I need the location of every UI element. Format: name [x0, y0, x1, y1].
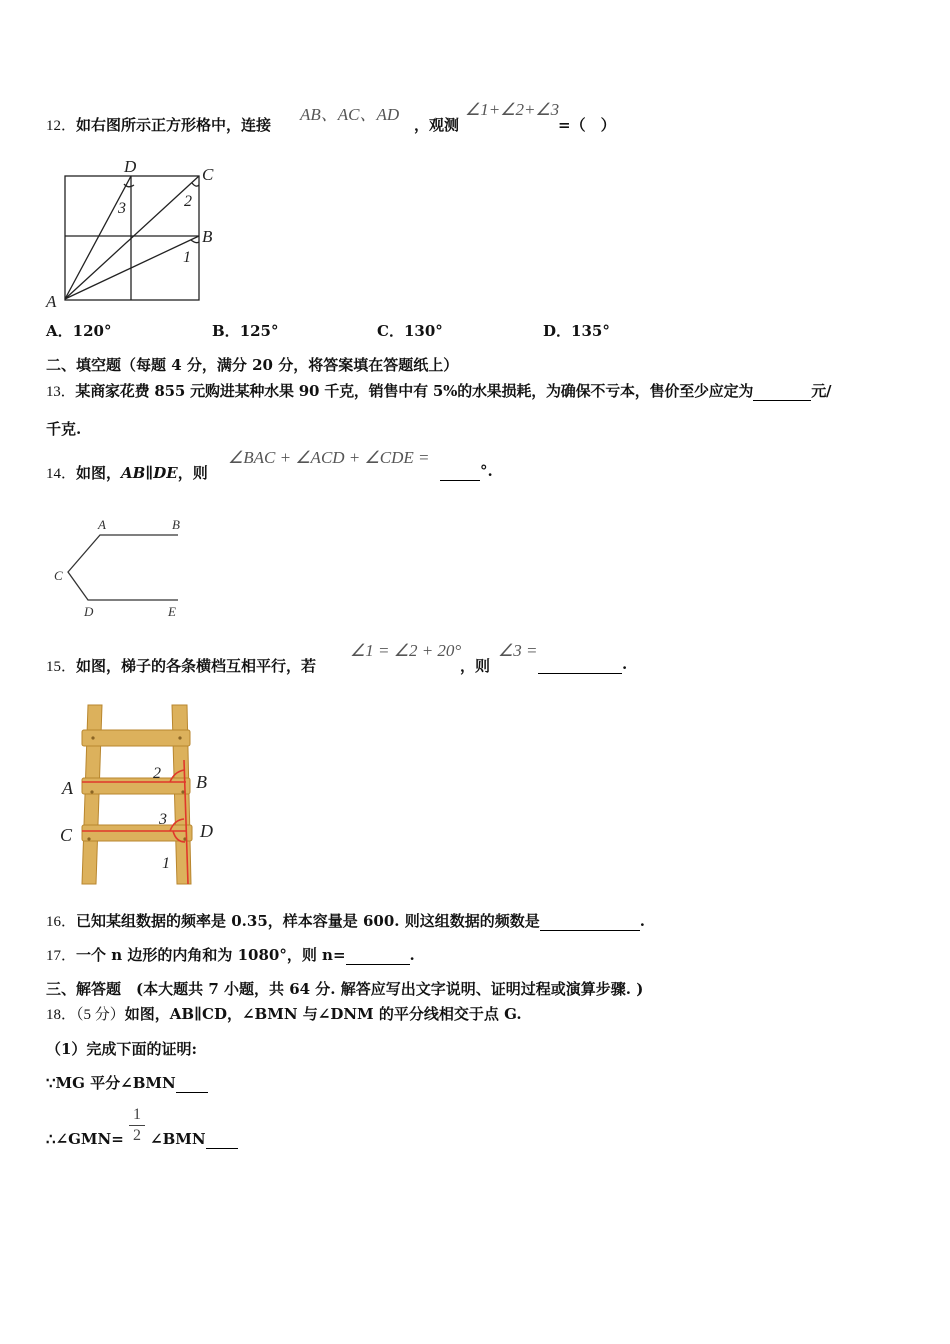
- q14-tail-group: [440, 462, 493, 481]
- q17-tail: .: [409, 946, 415, 964]
- q15-label-2: 2: [153, 765, 161, 782]
- q12-grid-figure: [40, 152, 230, 312]
- q14-tail: °.: [480, 462, 493, 480]
- q14-label-d: D: [84, 604, 94, 619]
- q12-label-b: B: [202, 227, 213, 246]
- q18-text: 如图，AB∥CD，∠BMN 与∠DNM 的平分线相交于点 G.: [124, 1005, 522, 1023]
- q12-option-d-letter: D．: [543, 322, 572, 340]
- q12-text-2: ，观测: [414, 116, 460, 134]
- q15-math-1: ∠1 = ∠2 + 20°: [350, 641, 462, 660]
- q17-number: 17．: [46, 948, 77, 964]
- q15-ladder-figure: [52, 700, 232, 890]
- q12-label-2: 2: [184, 193, 192, 210]
- q12-label-3: 3: [118, 200, 126, 217]
- q15-label-c: C: [60, 825, 73, 845]
- q13-answer-blank[interactable]: [753, 382, 811, 401]
- q14-number: 14．: [46, 466, 77, 482]
- q18-proof-line-1: [46, 1072, 208, 1093]
- q13-number: 13．: [46, 384, 76, 400]
- q14-stem: [46, 462, 208, 483]
- q14-figure: [48, 512, 198, 622]
- q15-number: 15．: [46, 659, 77, 675]
- q14-text-1: 如图，: [76, 464, 122, 482]
- q12-label-d: D: [124, 157, 137, 176]
- q15-tail-group: [538, 655, 627, 674]
- q15-label-1: 1: [162, 855, 170, 872]
- q14-math: ∠BAC + ∠ACD + ∠CDE =: [228, 448, 430, 467]
- q18-stem: [46, 1003, 522, 1024]
- q18-score: （5 分）: [76, 1007, 125, 1023]
- q12-label-a: A: [46, 292, 57, 311]
- q17-answer-blank[interactable]: [346, 946, 410, 965]
- q15-label-d: D: [200, 821, 213, 841]
- q12-option-a[interactable]: [46, 320, 111, 341]
- q12-number: 12．: [46, 118, 77, 134]
- q12-text-1: 如右图所示正方形格中，连接: [76, 116, 272, 134]
- q18-proof-line-2-post-group: [150, 1130, 238, 1149]
- q15-text-1: 如图，梯子的各条横档互相平行，若: [76, 657, 317, 675]
- q15-label-b: B: [196, 772, 207, 792]
- q12-option-a-letter: A．: [46, 322, 73, 340]
- q15-answer-blank[interactable]: [538, 655, 622, 674]
- q18-fraction-denominator: 2: [133, 1127, 141, 1144]
- q13-unit: 元/: [811, 382, 832, 400]
- q12-option-c-letter: C．: [377, 322, 404, 340]
- q16-tail: .: [639, 912, 645, 930]
- q15-tail: .: [622, 655, 628, 673]
- q15-label-a: A: [62, 778, 73, 798]
- q18-part-1: （1）完成下面的证明:: [46, 1040, 197, 1058]
- q16-answer-blank[interactable]: [540, 912, 640, 931]
- q12-stem: [46, 114, 271, 135]
- q17-stem: [46, 944, 415, 965]
- q14-label-e: E: [168, 604, 176, 619]
- q12-math-segments: AB、AC、AD: [300, 105, 400, 124]
- section-3-heading: 三、解答题 (本大题共 7 小题，共 64 分. 解答应写出文字说明、证明过程或演算步骤. ): [46, 980, 644, 998]
- q16-number: 16．: [46, 914, 77, 930]
- q14-label-c: C: [54, 568, 63, 583]
- q18-number: 18．: [46, 1007, 77, 1023]
- q16-stem: [46, 910, 645, 931]
- q15-stem: [46, 655, 316, 676]
- q18-fraction-numerator: 1: [129, 1105, 145, 1126]
- q12-option-b-value: 125°: [239, 322, 279, 340]
- q12-text-3: =（ ）: [558, 116, 616, 134]
- section-2-heading: 二、填空题（每题 4 分，满分 20 分，将答案填在答题纸上）: [46, 356, 459, 374]
- q18-line-1-text: ∵MG 平分∠BMN: [46, 1074, 176, 1092]
- q13-text: 某商家花费 855 元购进某种水果 90 千克，销售中有 5%的水果损耗，为确保不亏本，售价至少应定为: [75, 382, 754, 400]
- q12-option-a-value: 120°: [72, 322, 112, 340]
- q12-option-b-letter: B．: [212, 322, 240, 340]
- q18-line-2-post: ∠BMN: [150, 1130, 206, 1148]
- q14-text-2: ，则: [177, 464, 208, 482]
- q12-math-angles: ∠1+∠2+∠3: [465, 100, 560, 119]
- q17-text: 一个 n 边形的内角和为 1080°，则 n=: [76, 946, 346, 964]
- q12-option-c[interactable]: [377, 320, 443, 341]
- q13-stem: [46, 380, 831, 401]
- q18-fraction: [129, 1105, 145, 1146]
- q15-math-2: ∠3 =: [498, 641, 538, 660]
- q14-label-a: A: [98, 517, 106, 532]
- q12-option-d[interactable]: [543, 320, 610, 341]
- q14-label-b: B: [172, 517, 180, 532]
- q13-line-2: 千克.: [46, 420, 82, 438]
- q12-option-d-value: 135°: [571, 322, 610, 340]
- q14-condition: AB∥DE: [121, 464, 178, 482]
- q18-proof-line-2-pre: ∴∠GMN=: [46, 1130, 124, 1148]
- q12-label-1: 1: [183, 249, 191, 266]
- q14-answer-blank[interactable]: [440, 462, 480, 481]
- q12-option-b[interactable]: [212, 320, 279, 341]
- q16-text: 已知某组数据的频率是 0.35，样本容量是 600. 则这组数据的频数是: [76, 912, 540, 930]
- q18-reason-blank-1[interactable]: [176, 1074, 208, 1093]
- q12-label-c: C: [202, 165, 214, 184]
- q18-reason-blank-2[interactable]: [206, 1130, 238, 1149]
- q12-option-c-value: 130°: [403, 322, 443, 340]
- q15-text-2: ，则: [460, 657, 491, 675]
- q15-label-3: 3: [159, 811, 167, 828]
